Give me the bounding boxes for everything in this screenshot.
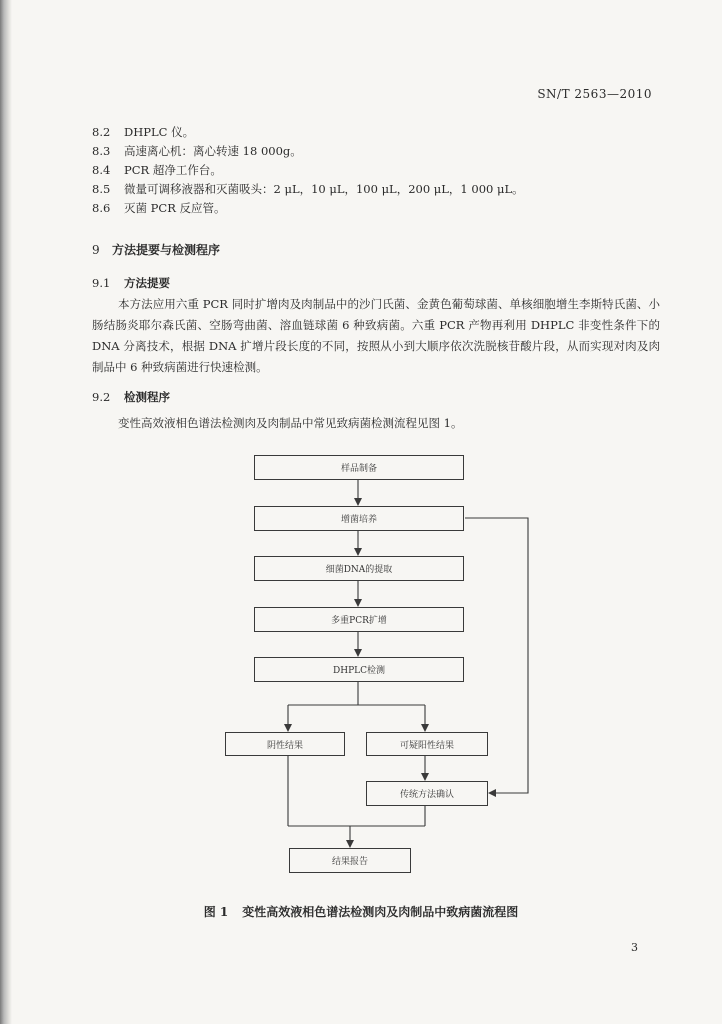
subsection-title: 检测程序 [124,390,170,404]
flow-step-multiplex-pcr: 多重PCR扩增 [254,607,464,632]
item-number: 8.2 [92,125,111,139]
item-number: 8.6 [92,201,111,215]
figure-caption [0,903,722,920]
flow-step-dhplc: DHPLC检测 [254,657,464,682]
figure-title: 变性高效液相色谱法检测肉及肉制品中致病菌流程图 [242,905,519,919]
standard-code: SN/T 2563—2010 [537,87,652,101]
section-number: 9 [92,243,100,257]
procedure-paragraph: 变性高效液相色谱法检测肉及肉制品中常见致病菌检测流程见图 1。 [118,416,463,430]
figure-label: 图 1 [203,905,229,919]
flow-step-dna-extraction: 细菌DNA的提取 [254,556,464,581]
flow-step-report: 结果报告 [289,848,411,873]
flow-step-sample-prep: 样品制备 [254,455,464,480]
item-text: 灭菌 PCR 反应管。 [124,201,226,215]
item-text: DHPLC 仪。 [124,125,195,139]
subsection-title: 方法提要 [124,276,170,290]
item-text: 微量可调移液器和灭菌吸头：2 μL，10 μL，100 μL，200 μL，1 000 μL。 [124,182,524,196]
flow-step-enrichment: 增菌培养 [254,506,464,531]
subsection-number: 9.1 [92,276,111,290]
flow-result-negative: 阴性结果 [225,732,345,756]
item-text: 高速离心机：离心转速 18 000g。 [124,144,302,158]
flow-step-confirmation: 传统方法确认 [366,781,488,806]
subsection-number: 9.2 [92,390,111,404]
item-text: PCR 超净工作台。 [124,163,222,177]
item-number: 8.3 [92,144,111,158]
page-number: 3 [631,941,638,954]
item-number: 8.5 [92,182,111,196]
item-number: 8.4 [92,163,111,177]
section-title: 方法提要与检测程序 [112,243,221,257]
method-summary-paragraph: 本方法应用六重 PCR 同时扩增肉及肉制品中的沙门氏菌、金黄色葡萄球菌、单核细胞增生李斯特氏菌、小肠结肠炎耶尔森氏菌、空肠弯曲菌、溶血链球菌 6 种致病菌。六重 PCR 产物再利用 DHPLC 非变性条件下的 DNA 分离技术，根据 DNA 扩增片段长度的不同，按照从小到大顺序依次洗脱核苷酸片段，从而实现对肉及肉制品中 6 种致病菌进行快速检测。 [92,297,660,374]
flow-result-suspect: 可疑阳性结果 [366,732,488,756]
